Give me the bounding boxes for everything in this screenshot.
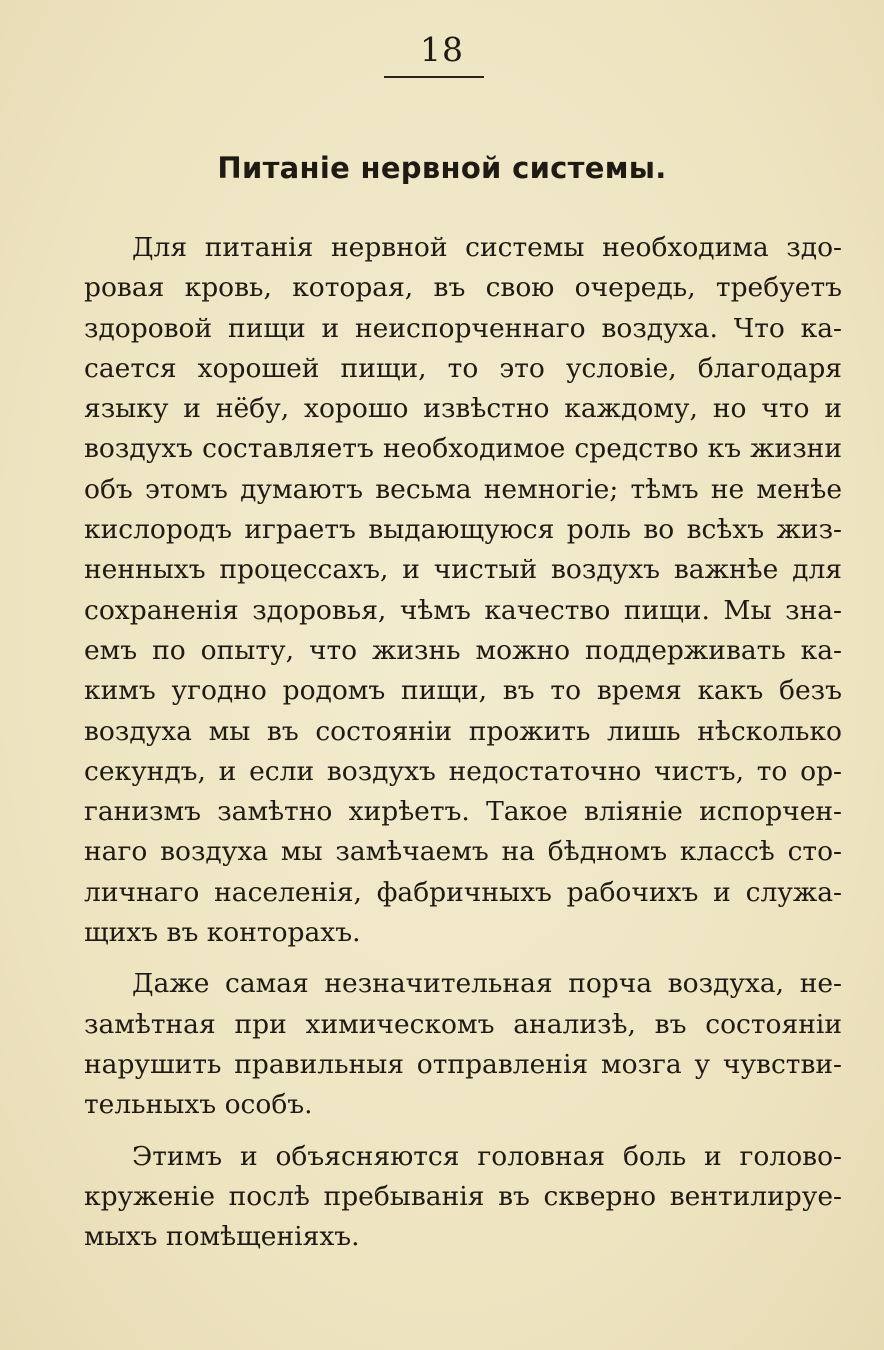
text-line: щихъ въ конторахъ. [84,917,361,949]
text-line: замѣтная при химическомъ анализѣ, въ состояніи [84,1008,842,1040]
paragraph [84,1137,842,1258]
text-line: объ этомъ думаютъ весьма немногіе; тѣмъ не менѣе [84,473,842,505]
text-line: кислородъ играетъ выдающуюся роль во всѣхъ жиз- [84,514,842,546]
text-line: мыхъ помѣщеніяхъ. [84,1221,360,1253]
paragraph-gap [84,953,842,964]
text-line: круженіе послѣ пребыванія въ скверно вентилируе- [84,1180,842,1212]
text-line: нарушить правильныя отправленія мозга у чувстви- [84,1048,842,1080]
paragraph [84,228,842,953]
text-line: секундъ, и если воздухъ недостаточно чистъ, то ор- [84,755,842,787]
text-line: воздуха мы въ состояніи прожить лишь нѣсколько [84,715,842,747]
text-line: емъ по опыту, что жизнь можно поддерживать ка- [84,634,842,666]
section-heading: Питаніе нервной системы. [217,151,667,185]
text-line: наго воздуха мы замѣчаемъ на бѣдномъ классѣ сто- [84,836,842,868]
page-number-rule [384,76,484,78]
text-line: тельныхъ особъ. [84,1089,313,1121]
text-line: здоровой пищи и неиспорченнаго воздуха. Что ка- [84,312,842,344]
paragraph [84,964,842,1125]
page-number: 18 [420,30,464,69]
text-line: кимъ угодно родомъ пищи, въ то время какъ безъ [84,675,842,707]
text-line: ровая кровь, которая, въ свою очередь, требуетъ [84,272,842,304]
text-line: личнаго населенія, фабричныхъ рабочихъ и служа- [84,876,842,908]
text-line: сохраненія здоровья, чѣмъ качество пищи. Мы зна- [84,594,842,626]
text-line: ненныхъ процессахъ, и чистый воздухъ важнѣе для [84,554,842,586]
text-line: Этимъ и объясняются головная боль и голово- [132,1140,842,1172]
paragraph-gap [84,1126,842,1137]
body-text [84,228,842,1257]
text-line: Для питанія нервной системы необходима здо- [132,232,842,263]
text-line: языку и нёбу, хорошо извѣстно каждому, но что и [84,393,842,425]
text-line: ганизмъ замѣтно хирѣетъ. Такое вліяніе испорчен- [84,796,842,828]
text-line: воздухъ составляетъ необходимое средство къ жизни [84,433,842,465]
text-line: Даже самая незначительная порча воздуха, не- [132,968,842,1000]
text-line: сается хорошей пищи, то это условіе, благодаря [84,352,842,384]
